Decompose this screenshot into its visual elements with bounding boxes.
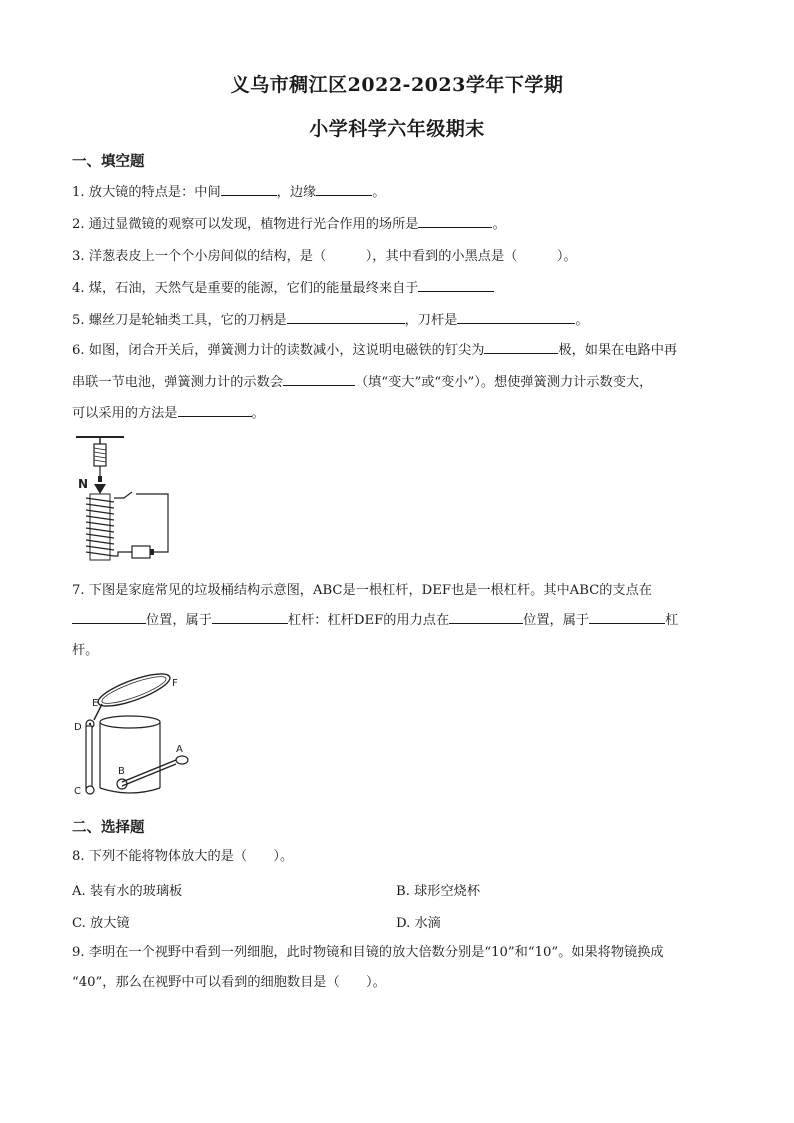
q5-text-c: 。 — [575, 313, 589, 328]
q2-text-a: 2. 通过显微镜的观察可以发现，植物进行光合作用的场所是 — [72, 217, 419, 232]
question-4 — [72, 272, 722, 305]
q5-text-b: ，刀杆是 — [404, 313, 458, 328]
question-7-line-1: 7. 下图是家庭常见的垃圾桶结构示意图，ABC是一根杠杆，DEF也是一根杠杆。其中ABC的支点在 — [72, 583, 652, 598]
question-5 — [72, 304, 722, 337]
q1-text-c: 。 — [372, 185, 386, 200]
question-6-line-3 — [72, 397, 722, 430]
question-2 — [72, 208, 722, 241]
q5-text-a: 5. 螺丝刀是轮轴类工具，它的刀柄是 — [72, 313, 287, 328]
electromagnet-figure — [72, 432, 182, 564]
q6-text-e: 可以采用的方法是 — [72, 406, 178, 421]
q1-blank-1[interactable] — [221, 181, 277, 196]
q6-blank-3[interactable] — [178, 402, 252, 417]
question-6-line-2 — [72, 366, 722, 399]
electromagnet-diagram — [72, 432, 182, 564]
fig2-label-b: B — [118, 766, 125, 777]
section-fill-blank: 一、填空题 — [72, 153, 145, 170]
q7-text-e: 杠 — [665, 613, 679, 628]
title-line-1: 义乌市稠江区2022-2023学年下学期 — [230, 74, 564, 96]
fig2-label-d: D — [74, 722, 82, 733]
q2-text-b: 。 — [492, 217, 506, 232]
section-multiple-choice: 二、选择题 — [72, 819, 145, 836]
q7-blank-2[interactable] — [212, 609, 288, 624]
q6-text-b: 极，如果在电路中再 — [558, 343, 678, 358]
question-9-line-2: “40”，那么在视野中可以看到的细胞数目是（ ）。 — [72, 975, 386, 990]
title-line-2: 小学科学六年级期末 — [309, 118, 485, 140]
q1-text-b: ，边缘 — [276, 185, 317, 200]
fig2-label-a: A — [176, 744, 183, 755]
q6-text-d: （填“变大”或“变小”）。想使弹簧测力计示数变大， — [355, 375, 653, 390]
question-1 — [72, 176, 722, 209]
question-3: 3. 洋葱表皮上一个个小房间似的结构，是（ ），其中看到的小黑点是（ ）。 — [72, 249, 577, 264]
q4-text-a: 4. 煤，石油，天然气是重要的能源，它们的能量最终来自于 — [72, 281, 419, 296]
q8-option-a[interactable]: A. 装有水的玻璃板 — [72, 884, 183, 899]
q2-blank[interactable] — [418, 213, 492, 228]
q6-text-a: 6. 如图，闭合开关后，弹簧测力计的读数减小，这说明电磁铁的钉尖为 — [72, 343, 485, 358]
q6-blank-2[interactable] — [283, 371, 355, 386]
fig2-label-c: C — [74, 786, 81, 797]
q1-blank-2[interactable] — [316, 181, 372, 196]
question-7-line-2 — [72, 604, 722, 637]
fig2-label-e: E — [92, 698, 99, 709]
trash-can-diagram — [72, 672, 196, 802]
q5-blank-2[interactable] — [457, 309, 575, 324]
fig1-label-n: N — [78, 477, 89, 491]
question-9-line-1: 9. 李明在一个视野中看到一列细胞，此时物镜和目镜的放大倍数分别是“10”和“10”。如果将物镜换成 — [72, 945, 664, 960]
q1-text-a: 1. 放大镜的特点是：中间 — [72, 185, 221, 200]
question-8: 8. 下列不能将物体放大的是（ ）。 — [72, 849, 294, 864]
q8-option-d[interactable]: D. 水滴 — [396, 916, 441, 931]
q7-text-d: 位置，属于 — [523, 613, 590, 628]
q7-text-c: 杠杆：杠杆DEF的用力点在 — [287, 613, 450, 628]
q6-text-c: 串联一节电池，弹簧测力计的示数会 — [72, 375, 283, 390]
question-7-line-3: 杆。 — [72, 643, 99, 658]
q4-blank[interactable] — [418, 277, 494, 292]
q8-option-c[interactable]: C. 放大镜 — [72, 916, 130, 931]
q7-blank-1[interactable] — [72, 609, 146, 624]
q6-blank-1[interactable] — [484, 339, 558, 354]
trash-can-figure — [72, 672, 196, 802]
q8-option-b[interactable]: B. 球形空烧杯 — [396, 884, 481, 899]
fig2-label-f: F — [172, 678, 178, 689]
q7-blank-4[interactable] — [589, 609, 665, 624]
question-6-line-1 — [72, 334, 722, 367]
q6-text-f: 。 — [251, 406, 265, 421]
q7-blank-3[interactable] — [449, 609, 523, 624]
q7-text-b: 位置，属于 — [146, 613, 212, 628]
q5-blank-1[interactable] — [287, 309, 405, 324]
